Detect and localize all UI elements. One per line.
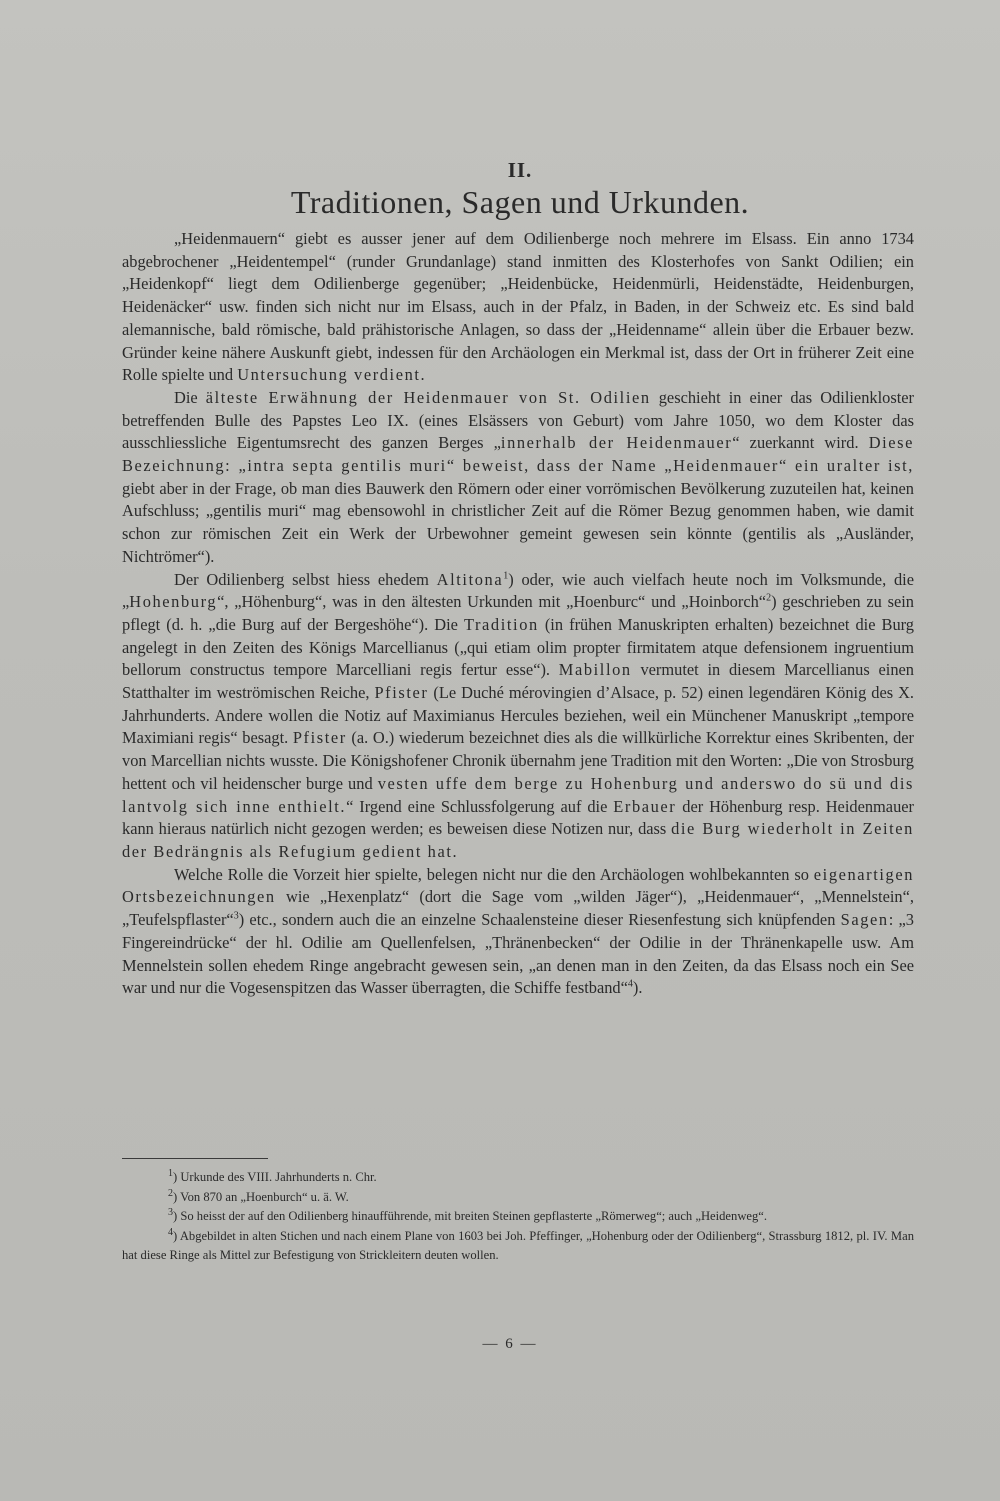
footnote-ref-4: 4: [627, 978, 633, 990]
spaced-emphasis: vesten uffe dem berge zu Hohenburg und anderswo do sü und dis lantvolg sich inne enthielt.: [122, 773, 914, 816]
text-run: giebt aber in der Frage, ob man dies Bauwerk den Römern oder einer vorrömischen Bevölkerung zuzuteilen hat, keinen Aufschluss; „gentilis muri“ mag ebensowohl in christlicher Zeit auf die Römer Bezug genommen haben, wie damit schon zur römischen Zeit ein Werk der Urbewohner gemeint gewesen sein könnte (gentilis als „Ausländer, Nichtrömer“).: [122, 478, 914, 566]
text-run: der Höhenburg resp. Heidenmauer kann hieraus natürlich nicht gezogen werden; es beweisen diese Notizen nur, dass: [122, 796, 914, 839]
footnote-4: [122, 1227, 914, 1266]
text-run: : „3 Fingereindrücke“ der hl. Odilie am Quellenfelsen, „Thränenbecken“ der Odilie in der Thränenkapelle usw. Am Mennelstein sollen ehedem Ringe angebracht gewesen sein, „an denen man in den Zeiten, da das Elsass noch ein See war und nur die Vogesenspitzen das Wasser überragten, die Schiffe festband“: [122, 910, 915, 998]
footnote-text: ) Von 870 an „Hoenburch“ u. ä. W.: [173, 1189, 349, 1204]
spaced-emphasis: Tradition: [463, 614, 539, 634]
footnote-3: [122, 1207, 914, 1227]
spaced-emphasis: eigenartigen Ortsbezeichnungen: [122, 864, 914, 907]
text-run: „Heidenmauern“ giebt es ausser jener auf dem Odilienberge noch mehrere im Elsass. Ein anno 1734 abgebrochener „Heidentempel“ (runder Grundanlage) stand inmitten des Klosterhofes von Sankt Odilien; ein „Heidenkopf“ liegt dem Odilienberge gegenüber; „Heidenbücke, Heidenmürli, Heidenstädte, Heidenburgen, Heidenäcker“ usw. finden sich nicht nur im Elsass, auch in der Pfalz, in Baden, in der Schweiz etc. Es sind bald alemannische, bald römische, bald prähistorische Anlagen, so dass der „Heidenname“ allein über die Erbauer bezw. Gründer keine nähere Auskunft giebt, indessen für den Archäologen ein Merkmal ist, dass der Ort in früherer Zeit eine Rolle spielte und: [122, 229, 914, 385]
text-run: (a. O.) wiederum bezeichnet dies als die willkürliche Korrektur eines Skribenten, der von Marcellian nichts wusste. Die Königshofener Chronik übernahm jene Tradition mit den Worten: „Die von Strosburg hettent och vil heidenscher burge und: [122, 728, 914, 793]
text-run: ) oder, wie auch vielfach heute noch im Volksmunde, die „: [122, 569, 914, 612]
text-run: Der Odilienberg selbst hiess ehedem: [174, 569, 437, 589]
spaced-emphasis: Pfister: [374, 683, 429, 703]
text-run: ) etc., sondern auch die an einzelne Schaalensteine dieser Riesenfestung sich knüpfenden: [238, 910, 841, 930]
footnotes: [122, 1168, 914, 1266]
footnote-number: 1: [168, 1167, 173, 1179]
footnote-1: [122, 1168, 914, 1188]
paragraph-3: [122, 569, 914, 864]
footnote-text: ) Abgebildet in alten Stichen und nach einem Plane von 1603 bei Joh. Pfeffinger, „Hohenburg oder der Odilienberg“, Strassburg 1812, pl. IV. Man hat diese Ringe als Mittel zur Befestigung von Strickleitern deuten wollen.: [122, 1228, 914, 1262]
footnote-text: ) So heisst der auf den Odilienberg hinaufführende, mit breiten Steinen gepflasterte „Römerweg“; auch „Heidenweg“.: [173, 1209, 768, 1223]
text-run: (Le Duché mérovingien d’Alsace, p. 52) einen legendären König des X. Jahrhunderts. Andere wollen die Notiz auf Maximianus Hercules beziehen, weil ein Münchener Manuskript „tempore Maximiani regis“ besagt.: [122, 683, 914, 748]
text-run: Die: [174, 387, 206, 407]
paragraph-1: [122, 228, 914, 387]
body-text: [122, 228, 914, 1000]
text-run: “ Irgend eine Schlussfolgerung auf die: [346, 796, 614, 816]
spaced-emphasis: Erbauer: [613, 796, 677, 816]
chapter-number: II.: [507, 158, 533, 182]
spaced-emphasis: Hohenburg: [129, 592, 218, 612]
spaced-emphasis: Altitona: [436, 569, 504, 589]
spaced-emphasis: Mabillon: [558, 660, 632, 680]
footnote-divider: [122, 1158, 268, 1159]
footnote-text: ) Urkunde des VIII. Jahrhunderts n. Chr.: [173, 1170, 377, 1184]
spaced-emphasis: die Burg wiederholt in Zeiten der Bedrängnis als Refugium gedient hat.: [122, 819, 914, 861]
text-run: ) geschrieben zu sein pflegt (d. h. „die Burg auf der Bergeshöhe“). Die: [122, 592, 914, 634]
text-run: wie „Hexenplatz“ (dort die Sage vom „wilden Jäger“), „Heidenmauer“, „Mennelstein“, „Teufelspflaster“: [122, 887, 914, 930]
spaced-emphasis: Sagen: [840, 910, 889, 930]
spaced-emphasis: Untersuchung verdient.: [237, 365, 427, 385]
text-run: ).: [632, 978, 643, 998]
text-run: geschieht in einer das Odilienkloster betreffenden Bulle des Papstes Leo IX. (eines Elsässers von Geburt) vom Jahre 1050, wo dem Kloster das ausschliessliche Eigentumsrecht des ganzen Berges „: [122, 387, 915, 453]
paragraph-4: [122, 864, 914, 1000]
chapter-title: Traditionen, Sagen und Urkunden.: [290, 184, 750, 220]
footnote-ref-3: 3: [233, 910, 239, 922]
page-number: — 6 —: [482, 1336, 538, 1352]
paragraph-2: [122, 387, 914, 569]
text-run: Welche Rolle die Vorzeit hier spielte, belegen nicht nur die den Archäologen wohlbekannten so: [174, 864, 814, 884]
spaced-emphasis: Diese Bezeichnung: „intra septa gentilis muri“ beweist, dass der Name „Heidenmauer“ ein uralter ist,: [122, 433, 915, 476]
text-run: “ zuerkannt wird.: [732, 433, 869, 453]
text-run: vermutet in diesem Marcellianus einen Statthalter im weströmischen Reiche,: [122, 660, 914, 703]
footnote-ref-1: 1: [503, 570, 509, 582]
footnote-2: [122, 1188, 914, 1208]
text-run: “, „Höhenburg“, was in den ältesten Urkunden mit „Hoenburc“ und „Hoinborch“: [217, 592, 767, 612]
footnote-number: 2: [168, 1187, 173, 1199]
footnote-ref-2: 2: [766, 592, 772, 604]
spaced-emphasis: Pfister: [292, 728, 347, 748]
spaced-emphasis: innerhalb der Heidenmauer: [500, 433, 733, 453]
text-run: (in frühen Manuskripten erhalten) bezeichnet die Burg angelegt in den Zeiten des Königs Marcellianus („qui etiam olim propter firmitatem atque defensionem ingruentium bellorum constructus tempore Marcelliani regis fertur esse“).: [122, 614, 915, 680]
footnote-number: 4: [168, 1226, 173, 1238]
spaced-emphasis: älteste Erwähnung der Heidenmauer von St. Odilien: [205, 387, 651, 407]
footnote-number: 3: [168, 1206, 173, 1218]
